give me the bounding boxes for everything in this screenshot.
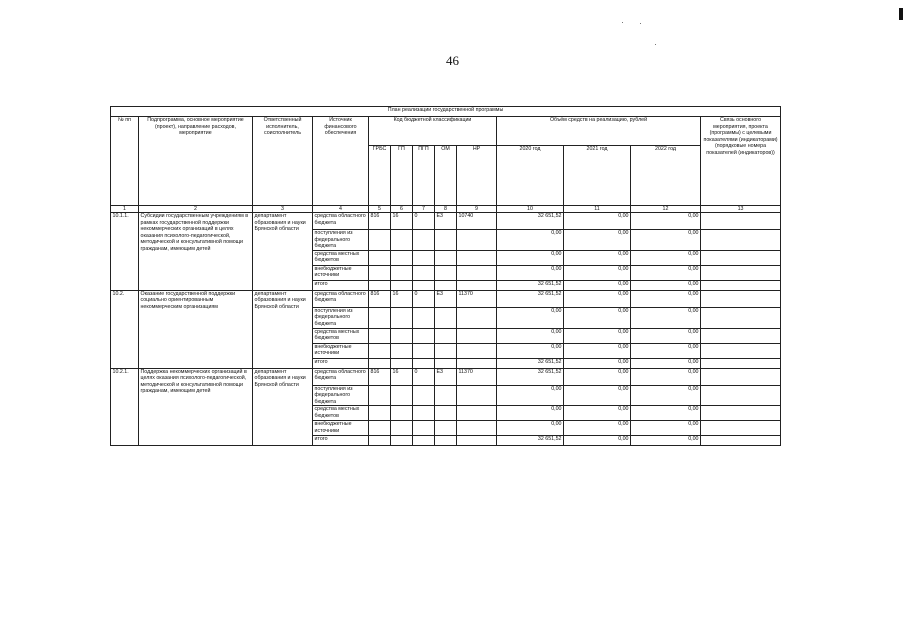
row-pgp	[413, 307, 435, 328]
row-om	[435, 328, 457, 343]
row-source: итого	[313, 358, 369, 368]
row-grbs	[369, 385, 391, 406]
row-grbs	[369, 250, 391, 265]
row-om	[435, 358, 457, 368]
row-2021: 0,00	[564, 406, 631, 421]
row-grbs: 816	[369, 213, 391, 230]
row-2021: 0,00	[564, 250, 631, 265]
row-2022: 0,00	[631, 250, 701, 265]
row-2022: 0,00	[631, 290, 701, 307]
row-grbs	[369, 406, 391, 421]
row-nr	[457, 406, 497, 421]
row-om: E3	[435, 368, 457, 385]
row-indicator-link	[701, 290, 781, 307]
row-2020: 0,00	[497, 421, 564, 436]
row-2022: 0,00	[631, 328, 701, 343]
row-indicator-link	[701, 385, 781, 406]
row-source: итого	[313, 436, 369, 446]
row-pgp: 0	[413, 213, 435, 230]
column-number: 7	[413, 206, 435, 213]
table-row	[111, 368, 781, 385]
table-caption: План реализации государственной программы	[111, 107, 781, 117]
row-2020: 0,00	[497, 250, 564, 265]
row-2022: 0,00	[631, 358, 701, 368]
row-source: внебюджетные источники	[313, 343, 369, 358]
header-budget-code: Код бюджетной классификации	[369, 117, 497, 146]
row-executor: департамент образования и науки Брянской области	[253, 368, 313, 446]
row-2020: 0,00	[497, 343, 564, 358]
row-pgp	[413, 385, 435, 406]
row-2021: 0,00	[564, 385, 631, 406]
row-grbs	[369, 436, 391, 446]
row-name: Оказание государственной поддержки социально ориентированным некоммерческим организациям	[139, 290, 253, 368]
row-indicator-link	[701, 280, 781, 290]
row-pgp	[413, 250, 435, 265]
row-nr	[457, 307, 497, 328]
row-pgp	[413, 436, 435, 446]
row-2022: 0,00	[631, 368, 701, 385]
row-gp	[391, 280, 413, 290]
row-gp	[391, 230, 413, 251]
row-2021: 0,00	[564, 230, 631, 251]
row-nr	[457, 436, 497, 446]
row-2021: 0,00	[564, 290, 631, 307]
row-2022: 0,00	[631, 421, 701, 436]
row-indicator-link	[701, 406, 781, 421]
row-om: E3	[435, 290, 457, 307]
row-2021: 0,00	[564, 368, 631, 385]
table-row	[111, 290, 781, 307]
header-source: Источник финансового обеспечения	[313, 117, 369, 206]
row-grbs: 816	[369, 290, 391, 307]
row-2021: 0,00	[564, 213, 631, 230]
row-source: внебюджетные источники	[313, 421, 369, 436]
row-grbs	[369, 265, 391, 280]
row-pgp	[413, 343, 435, 358]
row-source: поступления из федерального бюджета	[313, 307, 369, 328]
row-indicator-link	[701, 436, 781, 446]
header-nr: НР	[457, 146, 497, 206]
scan-speck	[622, 22, 623, 23]
row-gp	[391, 343, 413, 358]
row-grbs	[369, 230, 391, 251]
row-number: 10.1.1.	[111, 213, 139, 291]
row-nr	[457, 358, 497, 368]
header-grbs: ГРБС	[369, 146, 391, 206]
row-nr: 10740	[457, 213, 497, 230]
row-grbs: 816	[369, 368, 391, 385]
row-pgp: 0	[413, 290, 435, 307]
row-2020: 0,00	[497, 230, 564, 251]
row-source: средства областного бюджета	[313, 290, 369, 307]
row-2021: 0,00	[564, 436, 631, 446]
row-2020: 32 651,52	[497, 290, 564, 307]
row-om	[435, 421, 457, 436]
row-gp	[391, 307, 413, 328]
scan-speck	[655, 44, 656, 45]
row-2022: 0,00	[631, 265, 701, 280]
header-gp: ГП	[391, 146, 413, 206]
row-nr	[457, 280, 497, 290]
column-number: 3	[253, 206, 313, 213]
row-2022: 0,00	[631, 406, 701, 421]
row-indicator-link	[701, 358, 781, 368]
row-2021: 0,00	[564, 421, 631, 436]
row-source: средства областного бюджета	[313, 368, 369, 385]
row-2022: 0,00	[631, 343, 701, 358]
row-2020: 0,00	[497, 385, 564, 406]
row-2020: 0,00	[497, 328, 564, 343]
row-2022: 0,00	[631, 213, 701, 230]
row-indicator-link	[701, 421, 781, 436]
row-number: 10.2.1.	[111, 368, 139, 446]
row-2020: 0,00	[497, 406, 564, 421]
row-2020: 32 651,52	[497, 368, 564, 385]
header-om: ОМ	[435, 146, 457, 206]
row-om	[435, 230, 457, 251]
row-executor: департамент образования и науки Брянской области	[253, 290, 313, 368]
row-source: поступления из федерального бюджета	[313, 230, 369, 251]
row-gp	[391, 250, 413, 265]
row-nr	[457, 328, 497, 343]
row-source: средства местных бюджетов	[313, 250, 369, 265]
column-number: 13	[701, 206, 781, 213]
row-2020: 32 651,52	[497, 436, 564, 446]
row-2021: 0,00	[564, 358, 631, 368]
row-indicator-link	[701, 307, 781, 328]
row-gp: 16	[391, 368, 413, 385]
row-pgp	[413, 230, 435, 251]
row-om	[435, 265, 457, 280]
row-pgp	[413, 328, 435, 343]
row-om	[435, 307, 457, 328]
row-om	[435, 406, 457, 421]
row-grbs	[369, 421, 391, 436]
header-volume: Объём средств на реализацию, рублей	[497, 117, 701, 146]
row-indicator-link	[701, 250, 781, 265]
row-source: средства местных бюджетов	[313, 328, 369, 343]
row-gp	[391, 328, 413, 343]
row-2020: 0,00	[497, 265, 564, 280]
column-number: 2	[139, 206, 253, 213]
implementation-plan-table	[110, 106, 781, 446]
row-nr: 11370	[457, 290, 497, 307]
row-nr: 11370	[457, 368, 497, 385]
row-pgp	[413, 358, 435, 368]
column-number: 10	[497, 206, 564, 213]
row-2022: 0,00	[631, 436, 701, 446]
row-gp	[391, 436, 413, 446]
header-link: Связь основного мероприятия, проекта (программы) с целевыми показателями (индикаторами) (порядковые номера показателей (индикаторов))	[701, 117, 781, 206]
row-2020: 32 651,52	[497, 358, 564, 368]
row-name: Субсидии государственным учреждениям в рамках государственной поддержки некоммерческих организаций в целях оказания психолого-педагогической, методической и консультативной помощи гражданам, имеющим детей	[139, 213, 253, 291]
row-nr	[457, 343, 497, 358]
scan-edge-mark	[899, 8, 903, 20]
row-2021: 0,00	[564, 328, 631, 343]
row-indicator-link	[701, 230, 781, 251]
row-grbs	[369, 358, 391, 368]
row-grbs	[369, 280, 391, 290]
row-om: E3	[435, 213, 457, 230]
row-pgp	[413, 421, 435, 436]
header-2020: 2020 год	[497, 146, 564, 206]
row-name: Поддержка некоммерческих организаций в целях оказания психолого-педагогической, методической и консультативной помощи гражданам, имеющим детей	[139, 368, 253, 446]
header-pgp: ПГП	[413, 146, 435, 206]
row-indicator-link	[701, 343, 781, 358]
row-2022: 0,00	[631, 280, 701, 290]
row-2021: 0,00	[564, 343, 631, 358]
column-number: 4	[313, 206, 369, 213]
row-nr	[457, 421, 497, 436]
row-indicator-link	[701, 213, 781, 230]
row-gp	[391, 421, 413, 436]
column-number: 5	[369, 206, 391, 213]
row-indicator-link	[701, 265, 781, 280]
column-number: 1	[111, 206, 139, 213]
header-num: № пп	[111, 117, 139, 206]
row-pgp	[413, 280, 435, 290]
row-nr	[457, 250, 497, 265]
row-grbs	[369, 343, 391, 358]
row-source: средства областного бюджета	[313, 213, 369, 230]
header-2021: 2021 год	[564, 146, 631, 206]
row-gp: 16	[391, 213, 413, 230]
row-2022: 0,00	[631, 307, 701, 328]
row-2021: 0,00	[564, 280, 631, 290]
column-number: 12	[631, 206, 701, 213]
row-gp	[391, 358, 413, 368]
column-number: 8	[435, 206, 457, 213]
row-source: итого	[313, 280, 369, 290]
row-2020: 32 651,52	[497, 280, 564, 290]
row-grbs	[369, 328, 391, 343]
row-nr	[457, 385, 497, 406]
header-2022: 2022 год	[631, 146, 701, 206]
row-source: внебюджетные источники	[313, 265, 369, 280]
row-om	[435, 385, 457, 406]
row-source: средства местных бюджетов	[313, 406, 369, 421]
row-gp	[391, 406, 413, 421]
column-number-row	[111, 206, 781, 213]
column-number: 6	[391, 206, 413, 213]
row-grbs	[369, 307, 391, 328]
page-number: 46	[446, 53, 459, 68]
row-nr	[457, 230, 497, 251]
row-2022: 0,00	[631, 230, 701, 251]
row-source: поступления из федерального бюджета	[313, 385, 369, 406]
column-number: 11	[564, 206, 631, 213]
table-row	[111, 213, 781, 230]
row-indicator-link	[701, 328, 781, 343]
row-om	[435, 436, 457, 446]
row-2020: 0,00	[497, 307, 564, 328]
row-2021: 0,00	[564, 265, 631, 280]
header-executor: Ответственный исполнитель, соисполнитель	[253, 117, 313, 206]
row-2022: 0,00	[631, 385, 701, 406]
row-pgp	[413, 265, 435, 280]
row-om	[435, 250, 457, 265]
plan-table-body	[111, 107, 781, 446]
row-number: 10.2.	[111, 290, 139, 368]
column-number: 9	[457, 206, 497, 213]
header-name: Подпрограмма, основное мероприятие (проект), направление расходов, мероприятие	[139, 117, 253, 206]
row-pgp	[413, 406, 435, 421]
row-pgp: 0	[413, 368, 435, 385]
row-om	[435, 343, 457, 358]
row-gp	[391, 265, 413, 280]
row-gp	[391, 385, 413, 406]
row-gp: 16	[391, 290, 413, 307]
row-nr	[457, 265, 497, 280]
row-om	[435, 280, 457, 290]
row-2021: 0,00	[564, 307, 631, 328]
row-2020: 32 651,52	[497, 213, 564, 230]
row-executor: департамент образования и науки Брянской области	[253, 213, 313, 291]
row-indicator-link	[701, 368, 781, 385]
scan-speck	[640, 23, 641, 24]
